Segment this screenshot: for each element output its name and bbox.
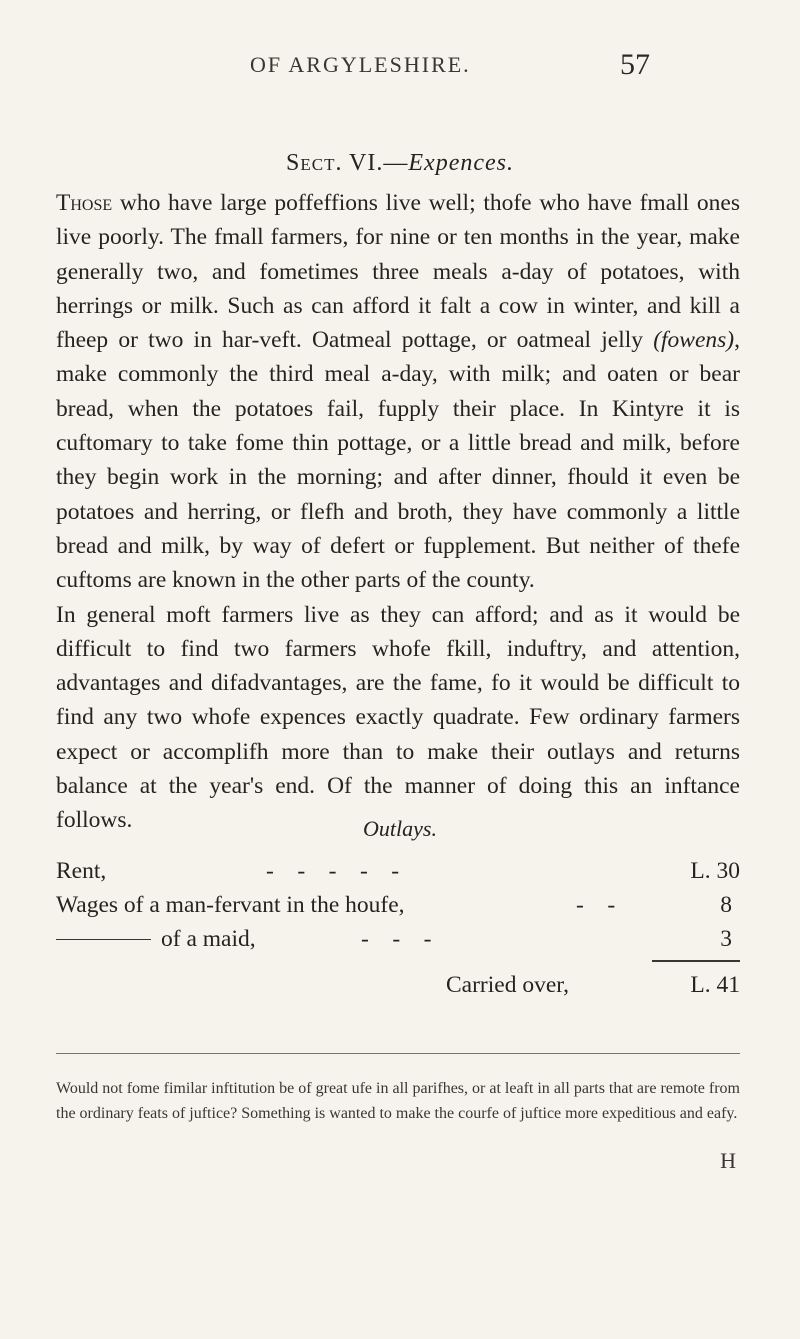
body-text [56,186,740,838]
ditto-rule [56,939,151,940]
outlay-leader: - - [576,892,616,918]
carried-over-label: Carried over, [446,972,570,998]
paragraph-1-part-b: , make commonly the third meal a-day, with milk; and oaten or bear bread, when the potatoes fail, fupply their place. In Kintyre it is cuftomary to take fome thin pottage, or a little bread and milk, before they begin work in the morning; and after dinner, fhould it even be potatoes and herring, or flefh and broth, they have commonly a little bread and milk, by way of defert or fupplement. But neither of thefe cuftoms are known in the other parts of the county. [56,327,740,594]
sum-rule [652,960,740,962]
outlay-leader: - - - - - [266,858,400,884]
footnote: Would not fome fimilar inftitution be of great ufe in all parifhes, or at leaft in all parts that are remote from the ordinary feats of juftice? Something is wanted to make the courfe of juftice more expeditious and eafy. [56,1080,740,1122]
paragraph-lead-word: Those [56,190,113,216]
footnote-rule [56,1053,740,1054]
section-label: Sect. VI. [286,150,384,176]
section-heading [0,150,800,177]
outlays-title: Outlays. [363,816,437,841]
catchword: H [720,1148,736,1173]
section-title: Expences. [408,150,514,176]
outlay-leader: - - - [361,926,432,952]
outlay-label: of a maid, [161,926,256,952]
carried-over-row [56,968,740,1002]
running-head [0,48,800,92]
paragraph-2: In general moft farmers live as they can afford; and as it would be difficult to find two farmers whofe fkill, induftry, and attention, advantages and difadvantages, are the fame, fo it would be difficult to find any two whofe expences exactly quadrate. Few ordinary farmers expect or accomplifh more than to make their outlays and returns balance at the year's end. Of the manner of doing this an inftance follows. [56,601,740,834]
outlay-amount: 8 [720,892,732,918]
page-number: 57 [620,48,650,81]
outlay-row [56,854,740,888]
paragraph-1-italic-term: (fowens) [653,327,735,354]
outlays-table [56,854,740,956]
section-dash: — [383,150,409,176]
outlay-label: Wages of a man-fervant in the houfe, [56,892,405,918]
outlay-row [56,888,740,922]
outlay-row [56,922,740,956]
outlay-label: Rent, [56,858,107,884]
outlay-amount: L. 30 [690,858,740,884]
carried-over-amount: L. 41 [690,972,740,998]
outlay-amount: 3 [720,926,732,952]
paragraph-1 [56,186,740,598]
running-head-title: OF ARGYLESHIRE. [250,52,471,77]
paragraph-1-part-a: who have large poffeffions live well; thofe who have fmall ones live poorly. The fmall farmers, for nine or ten months in the year, make generally two, and fometimes three meals a-day of potatoes, with herrings or milk. Such as can afford it falt a cow in winter, and kill a fheep or two in har-veft. Oatmeal pottage, or oatmeal jelly [56,190,740,354]
